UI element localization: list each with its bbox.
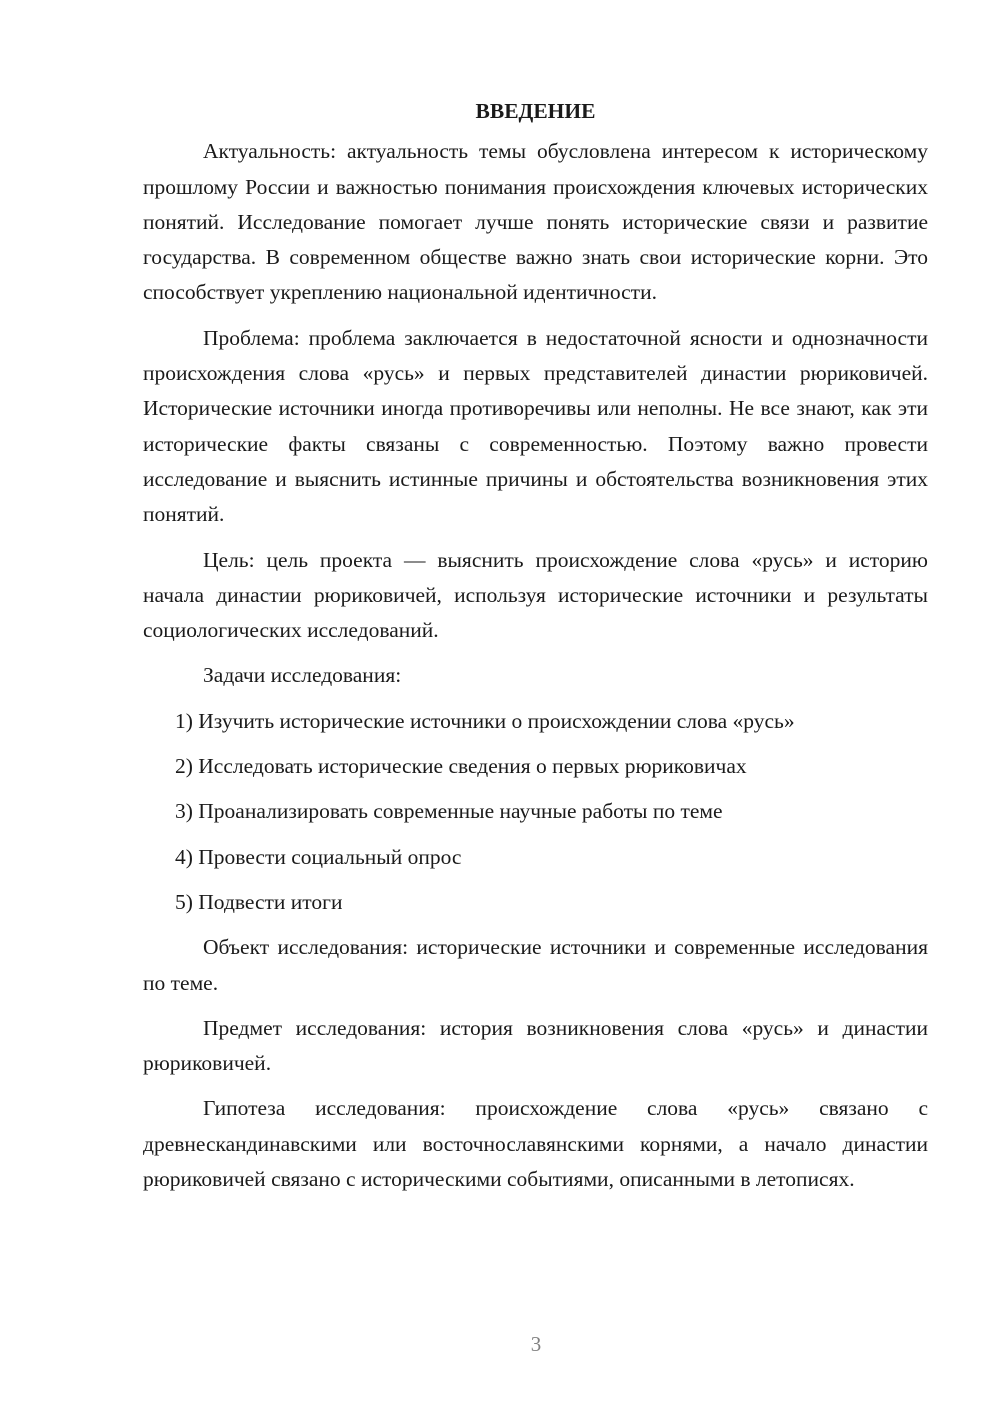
object-paragraph: Объект исследования: исторические источники и современные исследования по теме. [143,935,928,995]
problem-paragraph: Проблема: проблема заключается в недостаточной ясности и однозначности происхождения слова «русь» и первых представителей династии рюриковичей. Исторические источники иногда противоречивы или неполны. Не все знают, как эти исторические факты связаны с современностью. Поэтому важно провести исследование и выяснить истинные причины и обстоятельства возникновения этих понятий. [143,325,928,527]
task-item: 1) Изучить исторические источники о происхождении слова «русь» [175,708,795,733]
relevance-paragraph: Актуальность: актуальность темы обусловлена интересом к историческому прошлому России и важностью понимания происхождения ключевых исторических понятий. Исследование помогает лучше понять исторические связи и развитие государства. В современном обществе важно знать свои исторические корни. Это способствует укреплению национальной идентичности. [143,139,928,305]
hypothesis-paragraph: Гипотеза исследования: происхождение слова «русь» связано с древнескандинавскими или восточнославянскими корнями, а начало династии рюриковичей связано с историческими событиями, описанными в летописях. [143,1096,928,1192]
page-title: ВВЕДЕНИЕ [475,99,596,123]
page-content [143,94,928,1207]
page-number: 3 [530,1332,542,1356]
goal-paragraph: Цель: цель проекта — выяснить происхождение слова «русь» и историю начала династии рюриковичей, используя исторические источники и результаты социологических исследований. [143,547,928,643]
task-item: 4) Провести социальный опрос [175,844,462,869]
task-item: 5) Подвести итоги [175,889,343,914]
task-item: 2) Исследовать исторические сведения о первых рюриковичах [175,754,747,779]
task-item: 3) Проанализировать современные научные работы по теме [175,799,723,824]
tasks-title: Задачи исследования: [203,663,402,688]
subject-paragraph: Предмет исследования: история возникновения слова «русь» и династии рюриковичей. [143,1015,928,1076]
